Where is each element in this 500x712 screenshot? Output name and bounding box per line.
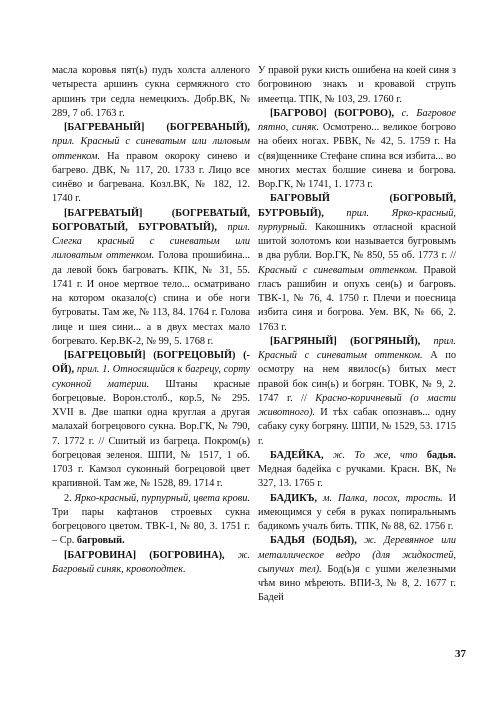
dictionary-entry: [БАГРОВИНА] (БОГРОВИНА), ж. Багровый синяк, кровоподтек. <box>52 549 250 575</box>
dictionary-entry: БАДИКЪ, м. Палка, посох, трость. И имеющимся у себя в руках попиральнымъ бадикомъ учалъ бить. ТПК, № 88, 62. 1756 г. <box>258 492 457 532</box>
dictionary-entry: [БАГРЕВАНЫЙ] (БОГРЕВАНЫЙ), прил. Красный с синеватым или лиловым оттенком. На правом окороку синево и багрево. ДВК, № 117, 20. 1733 г. Лицо все синёво и багревана. Козл.ВК, № 182, 12. 1740 г. <box>52 122 250 205</box>
entry-continuation: масла коровья пят(ь) пудъ холста алленого четыреста аршинъ сукна сермяжного сто аршинъ три седла немецкихъ. Добр.ВК, № 289, 7 об. 1763 г. <box>52 65 250 119</box>
dictionary-entry: БАДЕЙКА, ж. То же, что бадья. Медная бадейка с ручками. Красн. ВК, № 327, 13. 1765 г. <box>258 449 456 490</box>
page-number: 37 <box>455 648 466 660</box>
dictionary-entry: [БАГРЕВАТЫЙ] (БОГРЕВАТЫЙ, БОГРОВАТЫЙ, БУГРОВАТЫЙ), прил. Слегка красный с синеватым или лиловатым оттенком. Голова прошибина... да левой бокъ багроватъ. КПК, № 31, 55. 1741 г. И оное мертвое тело... осматривано на котором оказало(с) спина и обе ноги бугроваты. Там же, № 113, 84. 1764 г. Голова лице и шея сини... а в двух местах мало богревато. Кер.ВК-2, № 99, 5. 1768 г. <box>52 207 250 347</box>
dictionary-entry: [БАГРОВО] (БОГРОВО), с. Багровое пятно, синяк. Осмотрено... великое богрово на обеих ногах. РБВК, № 42, 5. 1759 г. На с(вя)щеннике Стефане спина вся избита... во многих местах болшие синева и богрова. Вор.ГК, № 1741, 1. 1773 г. <box>258 107 456 190</box>
dictionary-entry: БАДЬЯ (БОДЬЯ), ж. Деревянное или металлическое ведро (для жидкостей, сыпучих тел). Бод(ь)я с ушми железными чѣм вино мѣрeють. ВПИ-3, № 8, 2. 1677 г. Бадей <box>258 535 456 604</box>
dictionary-entry: БАГРОВЫЙ (БОГРОВЫЙ, БУГРОВЫЙ), прил. Ярко-красный, пурпурный. Какошникъ отласной красной шитой золотомъ кои называется бугровымъ в два рубли. Вор.ГК, № 850, 55 об. 1773 г. // Красный с синеватым оттенком. Правой гласъ рашибин и опухъ сен(ь) и багровъ. ТВК-1, № 76, 4. 1750 г. Плечи и поесница избита синя и богрова. Уем. ВК, № 66, 2. 1763 г. <box>258 193 456 333</box>
dictionary-sense: 2. Ярко-красный, пурпурный, цвета крови. Три пары кафтанов строевых сукна богрецового цветом. ТВК-1, № 80, 3. 1751 г. – Ср. багровый. <box>52 492 250 547</box>
dictionary-entry: [БАГРЕЦОВЫЙ] (БОГРЕЦОВЫЙ) (-ОЙ), прил. 1. Относящийся к багрецу, сорту суконной материи. Штаны красные богрецовые. Ворон.столб., кор.5, № 295. XVII в. Две шапки одна круглая а другая малахай богрецового сукна. Вор.ГК, № 790, 7. 1772 г. // Сшитый из багреца. Покром(ь) богрецовая зеленоя. ШПИ, № 1517, 1 об. 1703 г. Камзол суконный богрецовой цвет крапивной. Там же, № 1528, 89. 1714 г. <box>52 350 250 490</box>
entry-continuation: У правой руки кисть ошибена на коей синя з богровиною знакъ и кровавой струпъ имеетца. ТПК, № 103, 29. 1760 г. <box>258 65 456 105</box>
right-column <box>258 64 456 606</box>
left-column <box>52 64 250 577</box>
dictionary-entry: [БАГРЯНЫЙ] (БОГРЯНЫЙ), прил. Красный с синеватым оттенком. А по осмотру на нем явилос(ь) битых мест правой бок син(ь) и богрян. ТОВК, № 9, 2. 1747 г. // Красно-коричневый (о масти животного). И тѣх сабак опознавъ... одну сабаку суку богряну. ШПИ, № 1529, 53. 1715 г. <box>258 335 456 447</box>
